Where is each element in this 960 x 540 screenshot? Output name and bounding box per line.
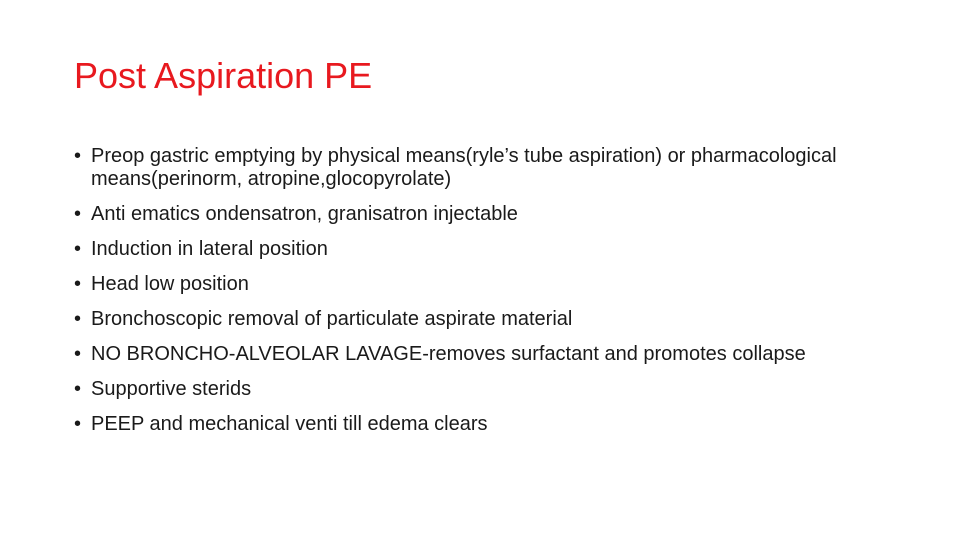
bullet-text: Bronchoscopic removal of particulate aspirate material	[91, 308, 573, 330]
bullet-dot: •	[74, 413, 82, 435]
bullet-text: Anti ematics ondensatron, granisatron injectable	[91, 203, 518, 225]
bullet-text: Preop gastric emptying by physical means(ryle’s tube aspiration) or pharmacological means(perinorm, atropine,glocopyrolate)	[91, 145, 837, 190]
bullet-dot: •	[74, 378, 82, 400]
slide-title: Post Aspiration PE	[74, 55, 373, 96]
bullet-item-peep-ventilation	[74, 413, 864, 436]
bullet-dot: •	[74, 203, 82, 225]
bullet-dot: •	[74, 238, 82, 260]
bullet-item-head-low	[74, 273, 864, 296]
bullet-item-anti-emetics	[74, 203, 864, 226]
bullet-text: PEEP and mechanical venti till edema clears	[91, 413, 488, 435]
bullet-item-bronchoscopic-removal	[74, 308, 864, 331]
bullet-dot: •	[74, 273, 82, 295]
bullet-text: NO BRONCHO-ALVEOLAR LAVAGE-removes surfactant and promotes collapse	[91, 343, 806, 365]
bullet-item-preop-gastric-emptying	[74, 145, 864, 191]
bullet-text: Supportive sterids	[91, 378, 252, 400]
bullet-dot: •	[74, 308, 82, 330]
bullet-list	[74, 145, 864, 448]
bullet-item-no-bal	[74, 343, 864, 366]
bullet-dot: •	[74, 145, 82, 167]
bullet-item-supportive-steroids	[74, 378, 864, 401]
bullet-text: Induction in lateral position	[91, 238, 328, 260]
bullet-text: Head low position	[91, 273, 249, 295]
bullet-item-lateral-induction	[74, 238, 864, 261]
bullet-dot: •	[74, 343, 82, 365]
